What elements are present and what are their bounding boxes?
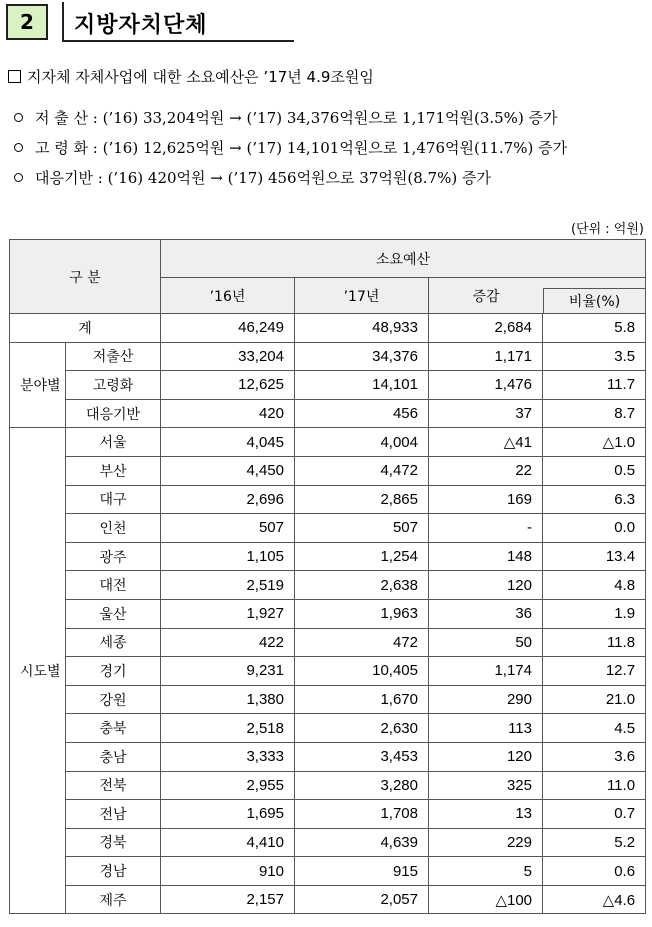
header-change: [429, 278, 646, 314]
section-title: 지방자치단체: [74, 13, 208, 38]
field-name: 고령화: [66, 371, 161, 400]
region-y16: 1,927: [161, 599, 295, 628]
region-name: 부산: [66, 456, 161, 485]
region-inc: 169: [429, 485, 543, 514]
region-y16: 507: [161, 514, 295, 543]
region-y16: 910: [161, 857, 295, 886]
region-y16: 2,157: [161, 885, 295, 914]
bullet-low-birth: [14, 107, 558, 128]
field-y17: 14,101: [295, 371, 429, 400]
region-inc: 36: [429, 599, 543, 628]
region-row: [10, 485, 646, 514]
region-row: [10, 599, 646, 628]
region-name: 대전: [66, 571, 161, 600]
region-inc: 120: [429, 571, 543, 600]
region-name: 전북: [66, 771, 161, 800]
region-name: 세종: [66, 628, 161, 657]
bullet-label: 대응기반: [35, 169, 93, 187]
region-ratio: 6.3: [543, 485, 646, 514]
region-ratio: 11.8: [543, 628, 646, 657]
region-inc: △100: [429, 885, 543, 914]
region-name: 광주: [66, 542, 161, 571]
region-ratio: 0.0: [543, 514, 646, 543]
field-name: 저출산: [66, 342, 161, 371]
region-inc: 290: [429, 685, 543, 714]
region-row: [10, 714, 646, 743]
region-inc: 113: [429, 714, 543, 743]
header-budget: 소요예산: [161, 240, 646, 278]
region-inc: △41: [429, 428, 543, 457]
region-y17: 1,670: [295, 685, 429, 714]
region-y16: 3,333: [161, 742, 295, 771]
region-inc: 229: [429, 828, 543, 857]
region-inc: 22: [429, 456, 543, 485]
region-y17: 1,708: [295, 800, 429, 829]
region-name: 서울: [66, 428, 161, 457]
region-name: 인천: [66, 514, 161, 543]
region-y16: 2,955: [161, 771, 295, 800]
region-y16: 2,696: [161, 485, 295, 514]
header-row: [10, 240, 646, 278]
field-y17: 34,376: [295, 342, 429, 371]
region-ratio: 0.5: [543, 456, 646, 485]
summary-line: [8, 66, 374, 87]
field-inc: 1,171: [429, 342, 543, 371]
header-y16: ’16년: [161, 278, 295, 314]
region-row: [10, 828, 646, 857]
field-row: [10, 399, 646, 428]
region-name: 경북: [66, 828, 161, 857]
region-ratio: 12.7: [543, 657, 646, 686]
field-name: 대응기반: [66, 399, 161, 428]
region-ratio: 4.5: [543, 714, 646, 743]
region-y16: 4,045: [161, 428, 295, 457]
field-category-label: 분야별: [10, 342, 66, 428]
region-ratio: 3.6: [543, 742, 646, 771]
region-ratio: 1.9: [543, 599, 646, 628]
circle-bullet-icon: [14, 143, 23, 152]
region-ratio: 0.6: [543, 857, 646, 886]
region-inc: 325: [429, 771, 543, 800]
region-row: [10, 456, 646, 485]
region-y17: 4,004: [295, 428, 429, 457]
region-y17: 2,638: [295, 571, 429, 600]
region-y17: 2,630: [295, 714, 429, 743]
total-y17: 48,933: [295, 314, 429, 343]
region-ratio: 0.7: [543, 800, 646, 829]
field-inc: 1,476: [429, 371, 543, 400]
section-number: 2: [6, 4, 48, 40]
header-group: 구 분: [10, 240, 161, 314]
field-y16: 12,625: [161, 371, 295, 400]
region-y17: 507: [295, 514, 429, 543]
field-row: [10, 342, 646, 371]
section-title-frame: [62, 2, 294, 42]
region-y16: 2,519: [161, 571, 295, 600]
field-y17: 456: [295, 399, 429, 428]
region-name: 충북: [66, 714, 161, 743]
field-ratio: 8.7: [543, 399, 646, 428]
summary-text: 지자체 자체사업에 대한 소요예산은 ’17년 4.9조원임: [27, 68, 374, 86]
region-inc: 5: [429, 857, 543, 886]
region-name: 경남: [66, 857, 161, 886]
field-row: [10, 371, 646, 400]
region-row: [10, 571, 646, 600]
bullet-text: : (’16) 12,625억원 → (’17) 14,101억원으로 1,476억원(11.7%) 증가: [92, 139, 568, 157]
field-y16: 33,204: [161, 342, 295, 371]
region-y17: 4,639: [295, 828, 429, 857]
region-inc: -: [429, 514, 543, 543]
field-ratio: 11.7: [543, 371, 646, 400]
region-name: 경기: [66, 657, 161, 686]
region-row: [10, 542, 646, 571]
header-inc: 증감: [472, 288, 500, 305]
region-row: [10, 885, 646, 914]
header-ratio: 비율(%): [543, 288, 645, 313]
region-y16: 4,450: [161, 456, 295, 485]
bullet-label: 고 령 화: [35, 139, 89, 157]
checkbox-square-icon: [8, 70, 21, 83]
header-y17: ’17년: [295, 278, 429, 314]
region-ratio: 4.8: [543, 571, 646, 600]
field-ratio: 3.5: [543, 342, 646, 371]
region-row: [10, 628, 646, 657]
region-ratio: 5.2: [543, 828, 646, 857]
region-row: [10, 657, 646, 686]
region-row: [10, 514, 646, 543]
region-name: 강원: [66, 685, 161, 714]
circle-bullet-icon: [14, 173, 23, 182]
region-name: 전남: [66, 800, 161, 829]
region-row: [10, 800, 646, 829]
region-ratio: 13.4: [543, 542, 646, 571]
region-y16: 4,410: [161, 828, 295, 857]
region-y17: 10,405: [295, 657, 429, 686]
region-ratio: 21.0: [543, 685, 646, 714]
total-y16: 46,249: [161, 314, 295, 343]
region-row: [10, 685, 646, 714]
region-category-label: 시도별: [10, 428, 66, 914]
region-y17: 4,472: [295, 456, 429, 485]
total-inc: 2,684: [429, 314, 543, 343]
region-y17: 1,963: [295, 599, 429, 628]
circle-bullet-icon: [14, 113, 23, 122]
region-ratio: △1.0: [543, 428, 646, 457]
budget-table: [9, 239, 646, 914]
region-y16: 9,231: [161, 657, 295, 686]
region-ratio: △4.6: [543, 885, 646, 914]
region-y17: 3,453: [295, 742, 429, 771]
region-y16: 1,380: [161, 685, 295, 714]
region-row: [10, 742, 646, 771]
bullet-aging: [14, 137, 567, 158]
unit-label: (단위 : 억원): [570, 222, 644, 237]
region-name: 울산: [66, 599, 161, 628]
bullet-infrastructure: [14, 167, 491, 188]
region-name: 제주: [66, 885, 161, 914]
region-inc: 50: [429, 628, 543, 657]
region-inc: 120: [429, 742, 543, 771]
bullet-text: : (’16) 33,204억원 → (’17) 34,376억원으로 1,171억원(3.5%) 증가: [92, 109, 558, 127]
region-inc: 13: [429, 800, 543, 829]
region-y17: 2,865: [295, 485, 429, 514]
header-ratio-wrap: [543, 278, 645, 313]
region-y17: 2,057: [295, 885, 429, 914]
region-inc: 148: [429, 542, 543, 571]
region-y16: 1,105: [161, 542, 295, 571]
bullet-label: 저 출 산: [35, 109, 89, 127]
region-row: [10, 857, 646, 886]
bullet-text: : (’16) 420억원 → (’17) 456억원으로 37억원(8.7%) 증가: [97, 169, 491, 187]
region-name: 충남: [66, 742, 161, 771]
region-row: [10, 428, 646, 457]
region-y16: 2,518: [161, 714, 295, 743]
region-inc: 1,174: [429, 657, 543, 686]
total-row: [10, 314, 646, 343]
region-ratio: 11.0: [543, 771, 646, 800]
region-y16: 1,695: [161, 800, 295, 829]
region-y17: 3,280: [295, 771, 429, 800]
region-y17: 915: [295, 857, 429, 886]
region-row: [10, 771, 646, 800]
field-inc: 37: [429, 399, 543, 428]
region-y17: 472: [295, 628, 429, 657]
total-label: 계: [10, 314, 161, 343]
total-ratio: 5.8: [543, 314, 646, 343]
region-y17: 1,254: [295, 542, 429, 571]
region-name: 대구: [66, 485, 161, 514]
field-y16: 420: [161, 399, 295, 428]
region-y16: 422: [161, 628, 295, 657]
